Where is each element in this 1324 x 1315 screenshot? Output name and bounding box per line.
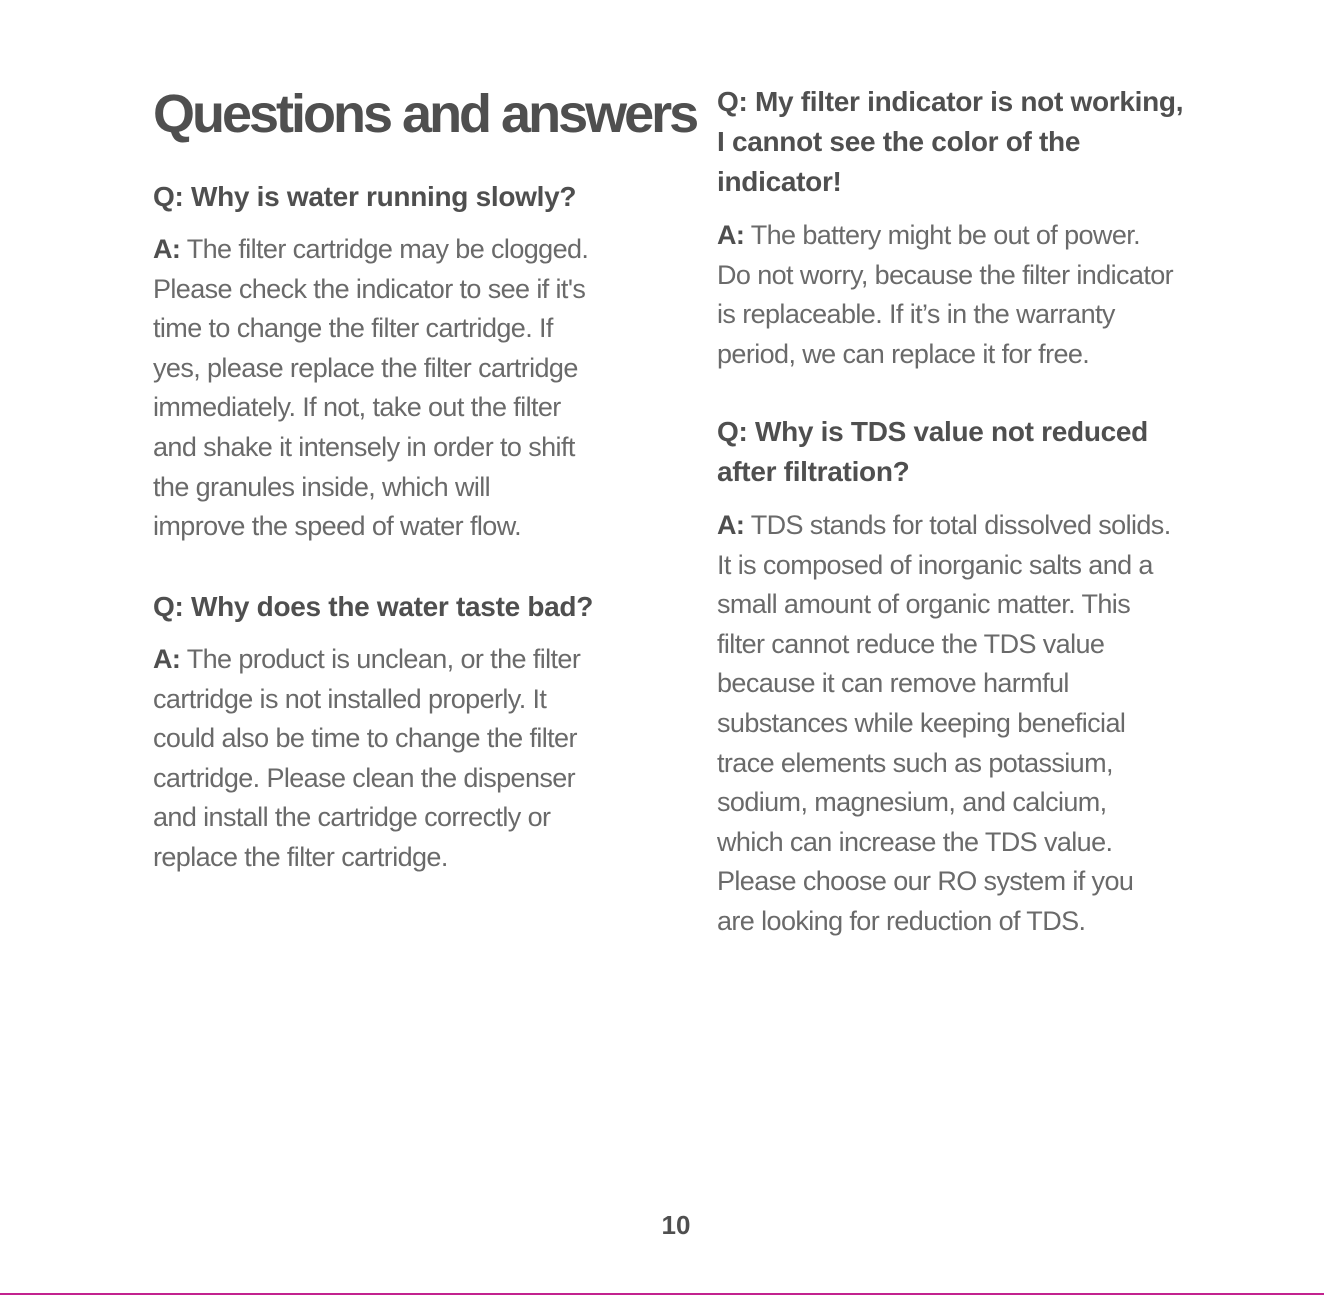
qa-item-water-taste-bad — [153, 587, 673, 878]
qa-item-tds-value — [717, 412, 1237, 942]
answer-line: cartridge is not installed properly. It — [153, 683, 547, 714]
answer-text — [717, 216, 1237, 374]
answer-line: substances while keeping beneficial — [717, 707, 1126, 738]
answer-label: A: — [153, 644, 181, 674]
answer-line: filter cannot reduce the TDS value — [717, 628, 1105, 659]
answer-text — [153, 230, 673, 547]
answer-line: period, we can replace it for free. — [717, 338, 1090, 369]
answer-line — [717, 216, 1237, 256]
answer-line: Do not worry, because the filter indicator — [717, 259, 1174, 290]
answer-line — [717, 506, 1237, 546]
answer-line — [153, 640, 673, 680]
answer-line: It is composed of inorganic salts and a — [717, 549, 1153, 580]
answer-label: A: — [717, 220, 745, 250]
answer-line: cartridge. Please clean the dispenser — [153, 762, 576, 793]
answer-line: time to change the filter cartridge. If — [153, 313, 553, 344]
question-line: I cannot see the color of the — [717, 126, 1081, 157]
answer-line: Please choose our RO system if you — [717, 866, 1134, 897]
answer-line: which can increase the TDS value. — [717, 826, 1113, 857]
answer-line: and shake it intensely in order to shift — [153, 431, 575, 462]
answer-text — [717, 506, 1237, 942]
question-heading — [717, 412, 1237, 492]
answer-line: are looking for reduction of TDS. — [717, 905, 1086, 936]
answer-label: A: — [717, 510, 745, 540]
page-title: Questions and answers — [153, 84, 697, 144]
qa-item-water-running-slowly — [153, 177, 673, 547]
answer-line: is replaceable. If it’s in the warranty — [717, 299, 1115, 330]
answer-line: and install the cartridge correctly or — [153, 802, 551, 833]
answer-line: replace the filter cartridge. — [153, 841, 448, 872]
answer-line: sodium, magnesium, and calcium, — [717, 787, 1107, 818]
answer-line: could also be time to change the filter — [153, 723, 577, 754]
answer-line: yes, please replace the filter cartridge — [153, 352, 578, 383]
answer-line — [153, 230, 673, 270]
question-line: Q: Why is TDS value not reduced — [717, 416, 1148, 447]
answer-line-text: The battery might be out of power. — [744, 220, 1141, 250]
question-heading — [717, 82, 1237, 202]
question-heading: Q: Why is water running slowly? — [153, 181, 577, 212]
question-line: Q: My filter indicator is not working, — [717, 86, 1184, 117]
page-number: 10 — [661, 1210, 691, 1240]
answer-text — [153, 640, 673, 878]
question-heading: Q: Why does the water taste bad? — [153, 591, 594, 622]
qa-item-filter-indicator — [717, 82, 1237, 374]
answer-line: small amount of organic matter. This — [717, 589, 1131, 620]
answer-line-text: The product is unclean, or the filter — [180, 644, 581, 674]
question-line: indicator! — [717, 166, 842, 197]
answer-line: because it can remove harmful — [717, 668, 1069, 699]
answer-line: the granules inside, which will — [153, 471, 491, 502]
answer-line: trace elements such as potassium, — [717, 747, 1113, 778]
answer-line: immediately. If not, take out the filter — [153, 392, 561, 423]
answer-line: Please check the indicator to see if it's — [153, 273, 586, 304]
answer-line-text: The filter cartridge may be clogged. — [180, 234, 589, 264]
question-line: after filtration? — [717, 456, 910, 487]
answer-line: improve the speed of water flow. — [153, 511, 522, 542]
answer-label: A: — [153, 234, 181, 264]
answer-line-text: TDS stands for total dissolved solids. — [744, 510, 1171, 540]
bottom-accent-rule — [0, 1293, 1324, 1295]
